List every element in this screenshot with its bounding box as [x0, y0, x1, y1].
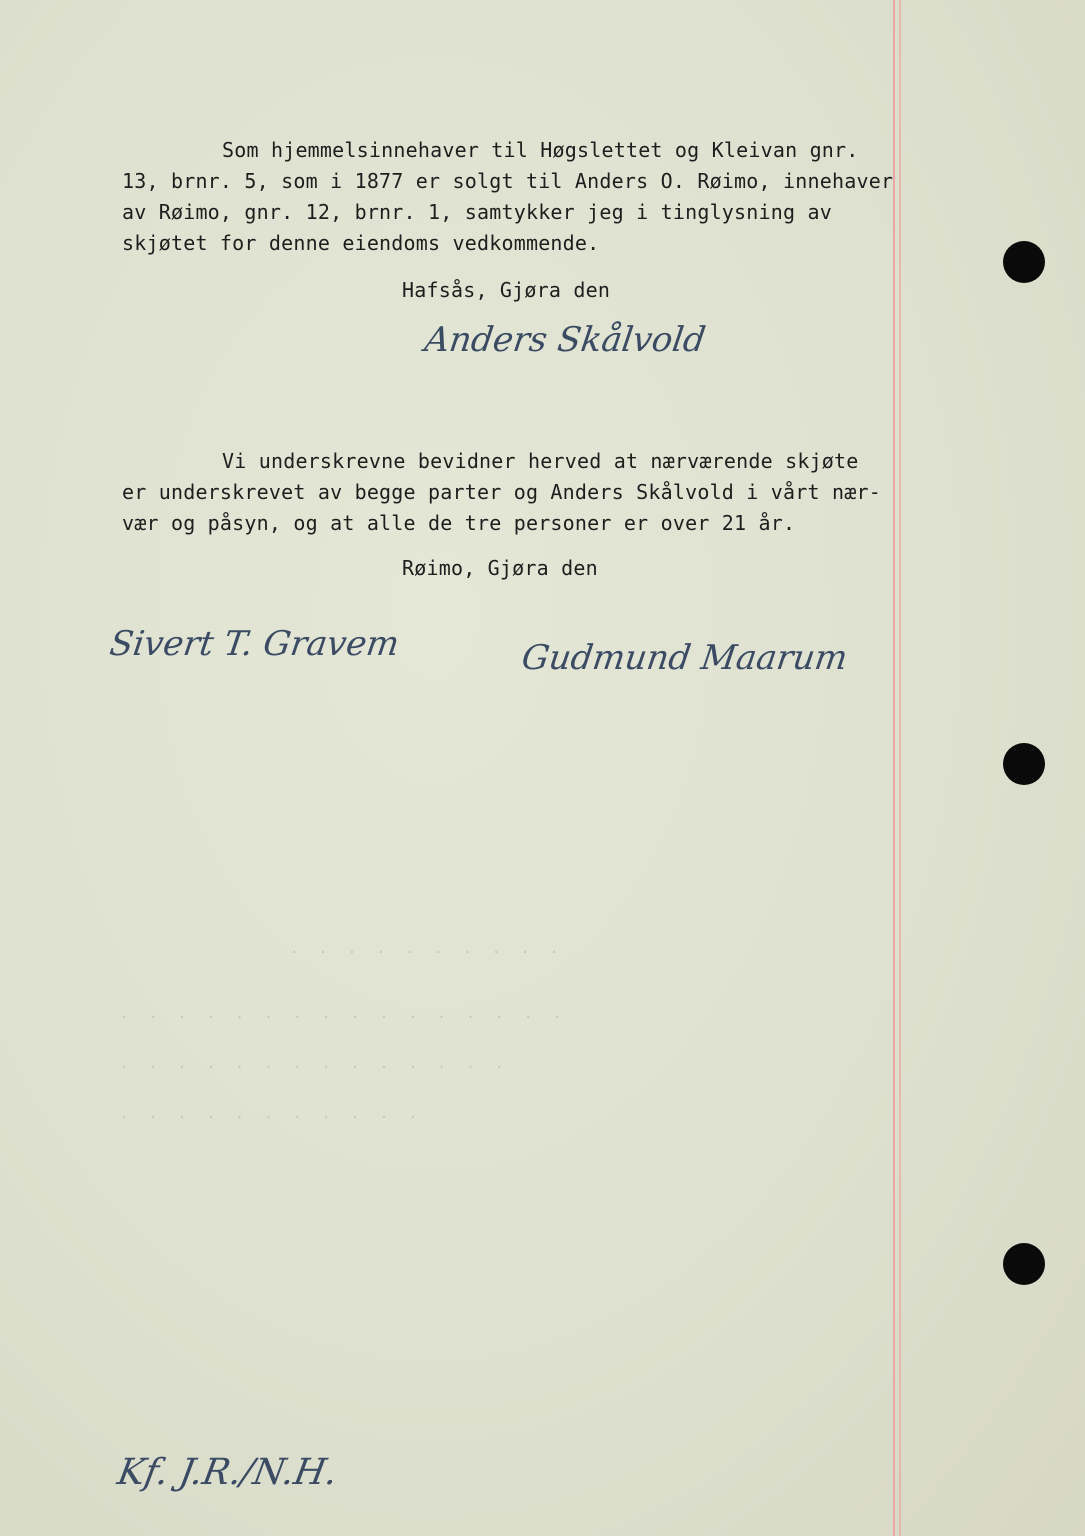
bleed-through-text: · · · · · · · · · · — [290, 945, 565, 961]
signature-witness-1: Sivert T. Gravem — [107, 624, 402, 664]
punch-hole-middle — [1003, 743, 1045, 785]
punch-hole-bottom — [1003, 1243, 1045, 1285]
paragraph1-line2: 13, brnr. 5, som i 1877 er solgt til Anders O. Røimo, innehaver — [122, 169, 894, 193]
place-date-2: Røimo, Gjøra den — [402, 556, 598, 580]
paragraph2-line1: Vi underskrevne bevidner herved at nærværende skjøte — [222, 449, 859, 473]
signature-anders-skalvold: Anders Skålvold — [422, 320, 709, 360]
bleed-through-text: · · · · · · · · · · · · · · · · — [120, 1010, 568, 1026]
place-date-1: Hafsås, Gjøra den — [402, 278, 611, 302]
signature-witness-2: Gudmund Maarum — [519, 638, 850, 678]
paragraph1-line4: skjøtet for denne eiendoms vedkommende. — [122, 231, 600, 255]
paragraph1-line3: av Røimo, gnr. 12, brnr. 1, samtykker jeg i tinglysning av — [122, 200, 832, 224]
paragraph1-line1: Som hjemmelsinnehaver til Høgslettet og Kleivan gnr. — [222, 138, 859, 162]
paragraph2-line3: vær og påsyn, og at alle de tre personer er over 21 år. — [122, 511, 796, 535]
punch-hole-top — [1003, 241, 1045, 283]
bleed-through-text: · · · · · · · · · · · — [120, 1110, 424, 1126]
bleed-through-text: · · · · · · · · · · · · · · — [120, 1060, 510, 1076]
paragraph2-line2: er underskrevet av begge parter og Anders Skålvold i vårt nær- — [122, 480, 881, 504]
margin-line — [893, 0, 895, 1536]
margin-line-secondary — [899, 0, 901, 1536]
initials-annotation: Kf. J.R./N.H. — [114, 1452, 341, 1493]
